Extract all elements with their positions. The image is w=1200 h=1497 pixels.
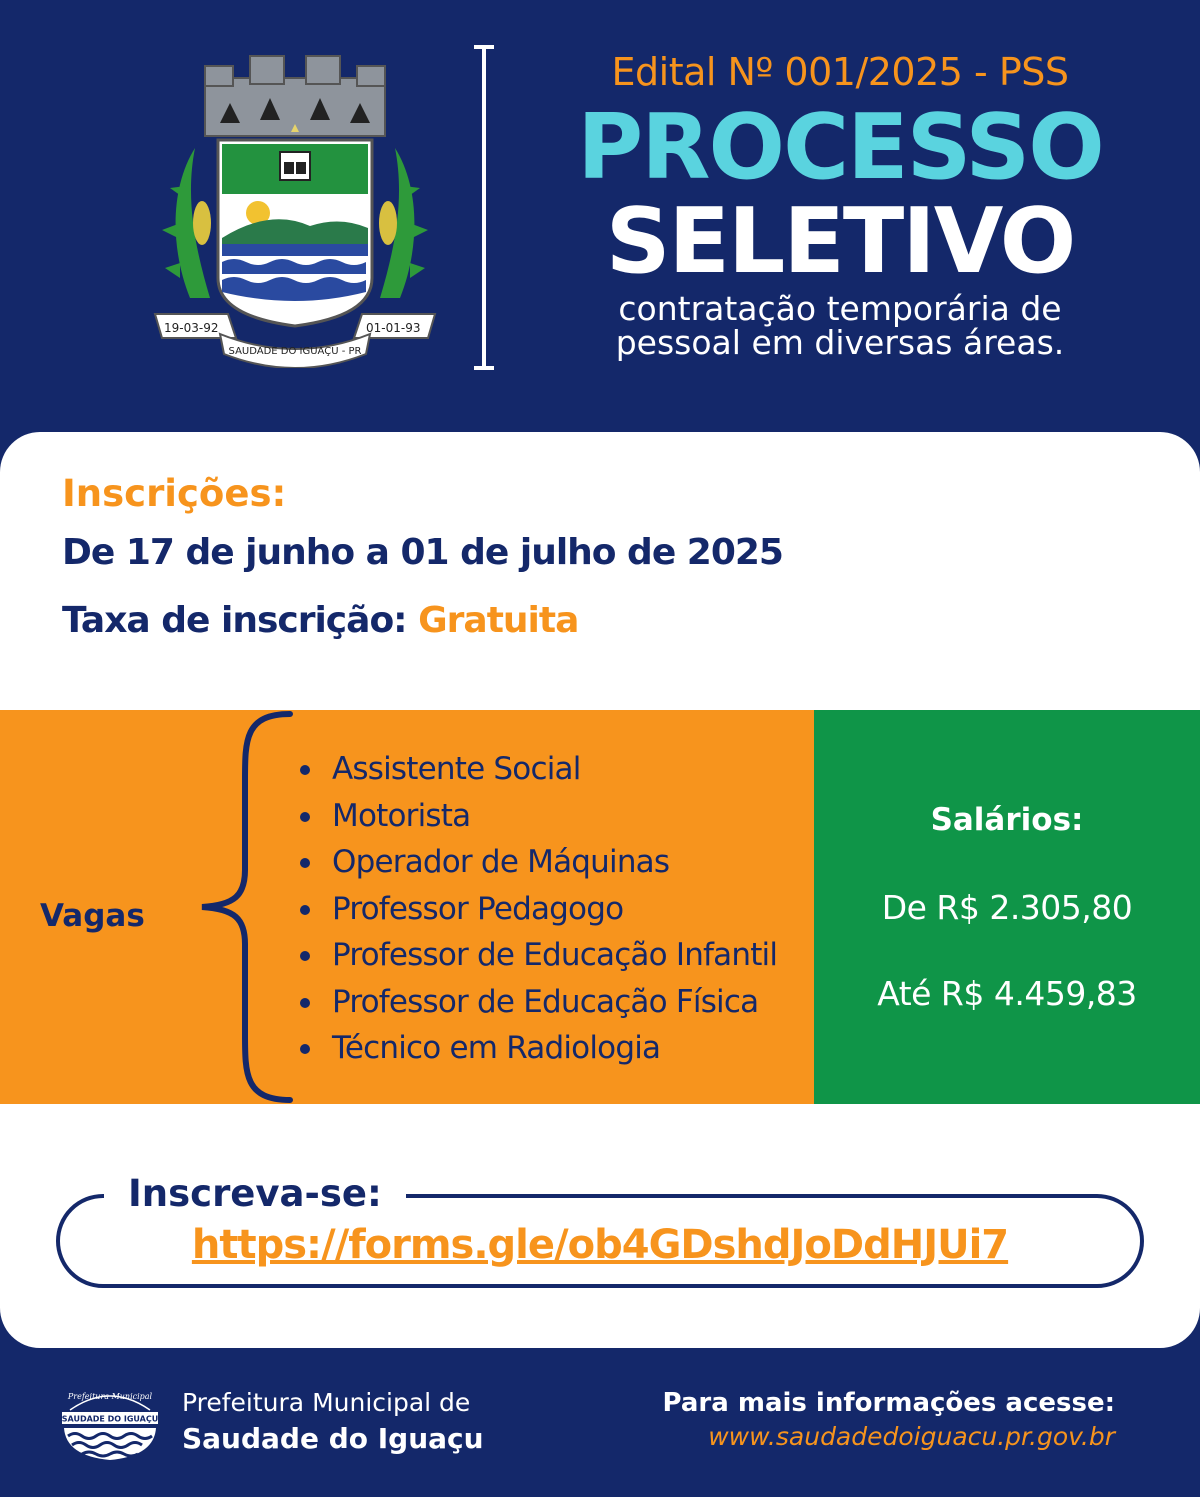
info-url[interactable]: www.saudadedoiguacu.pr.gov.br xyxy=(708,1422,1115,1451)
header-divider xyxy=(482,45,486,370)
logo-top-text: Prefeitura Municipal xyxy=(67,1392,153,1401)
crest-date-left: 19-03-92 xyxy=(164,321,219,335)
vaga-item: Motorista xyxy=(300,793,777,840)
vaga-item: Professor Pedagogo xyxy=(300,886,777,933)
crest-date-right: 01-01-93 xyxy=(366,321,421,335)
taxa-value: Gratuita xyxy=(418,600,579,641)
crest-banner: SAUDADE DO IGUAÇU - PR xyxy=(228,346,362,357)
vaga-item: Técnico em Radiologia xyxy=(300,1025,777,1072)
footer-municipio: Saudade do Iguaçu xyxy=(182,1422,484,1455)
logo-banner-text: SAUDADE DO IGUAÇU xyxy=(61,1414,159,1424)
salarios-label: Salários: xyxy=(930,802,1084,838)
vaga-item: Assistente Social xyxy=(300,746,777,793)
vagas-label: Vagas xyxy=(40,898,145,934)
municipal-crest-icon xyxy=(150,48,440,368)
salario-min: De R$ 2.305,80 xyxy=(881,888,1133,927)
vaga-item: Operador de Máquinas xyxy=(300,839,777,886)
inscricoes-dates: De 17 de junho a 01 de julho de 2025 xyxy=(62,532,783,573)
salario-max: Até R$ 4.459,83 xyxy=(877,974,1137,1013)
salarios-panel xyxy=(814,710,1200,1104)
inscreva-link[interactable]: https://forms.gle/ob4GDshdJoDdHJUi7 xyxy=(191,1222,1009,1268)
edital-number: Edital Nº 001/2025 - PSS xyxy=(611,50,1069,94)
vagas-list xyxy=(300,746,777,1072)
footer-prefeitura: Prefeitura Municipal de xyxy=(182,1388,471,1417)
vagas-panel xyxy=(0,710,814,1104)
subtitle-line1: contratação temporária de xyxy=(618,289,1062,328)
info-label: Para mais informações acesse: xyxy=(662,1388,1115,1418)
title-processo: PROCESSO xyxy=(577,95,1103,200)
taxa-label: Taxa de inscrição: xyxy=(62,600,407,641)
vaga-item: Professor de Educação Infantil xyxy=(300,932,777,979)
inscricoes-label: Inscrições: xyxy=(62,472,287,515)
vaga-item: Professor de Educação Física xyxy=(300,979,777,1026)
subtitle xyxy=(560,289,1120,362)
curly-brace-icon xyxy=(190,710,300,1104)
prefeitura-logo-icon xyxy=(60,1382,160,1462)
subtitle-line2: pessoal em diversas áreas. xyxy=(615,323,1065,362)
taxa-inscricao xyxy=(62,600,578,641)
title-seletivo: SELETIVO xyxy=(605,189,1075,294)
info-card xyxy=(0,432,1200,1348)
inscreva-label: Inscreva-se: xyxy=(104,1172,406,1215)
